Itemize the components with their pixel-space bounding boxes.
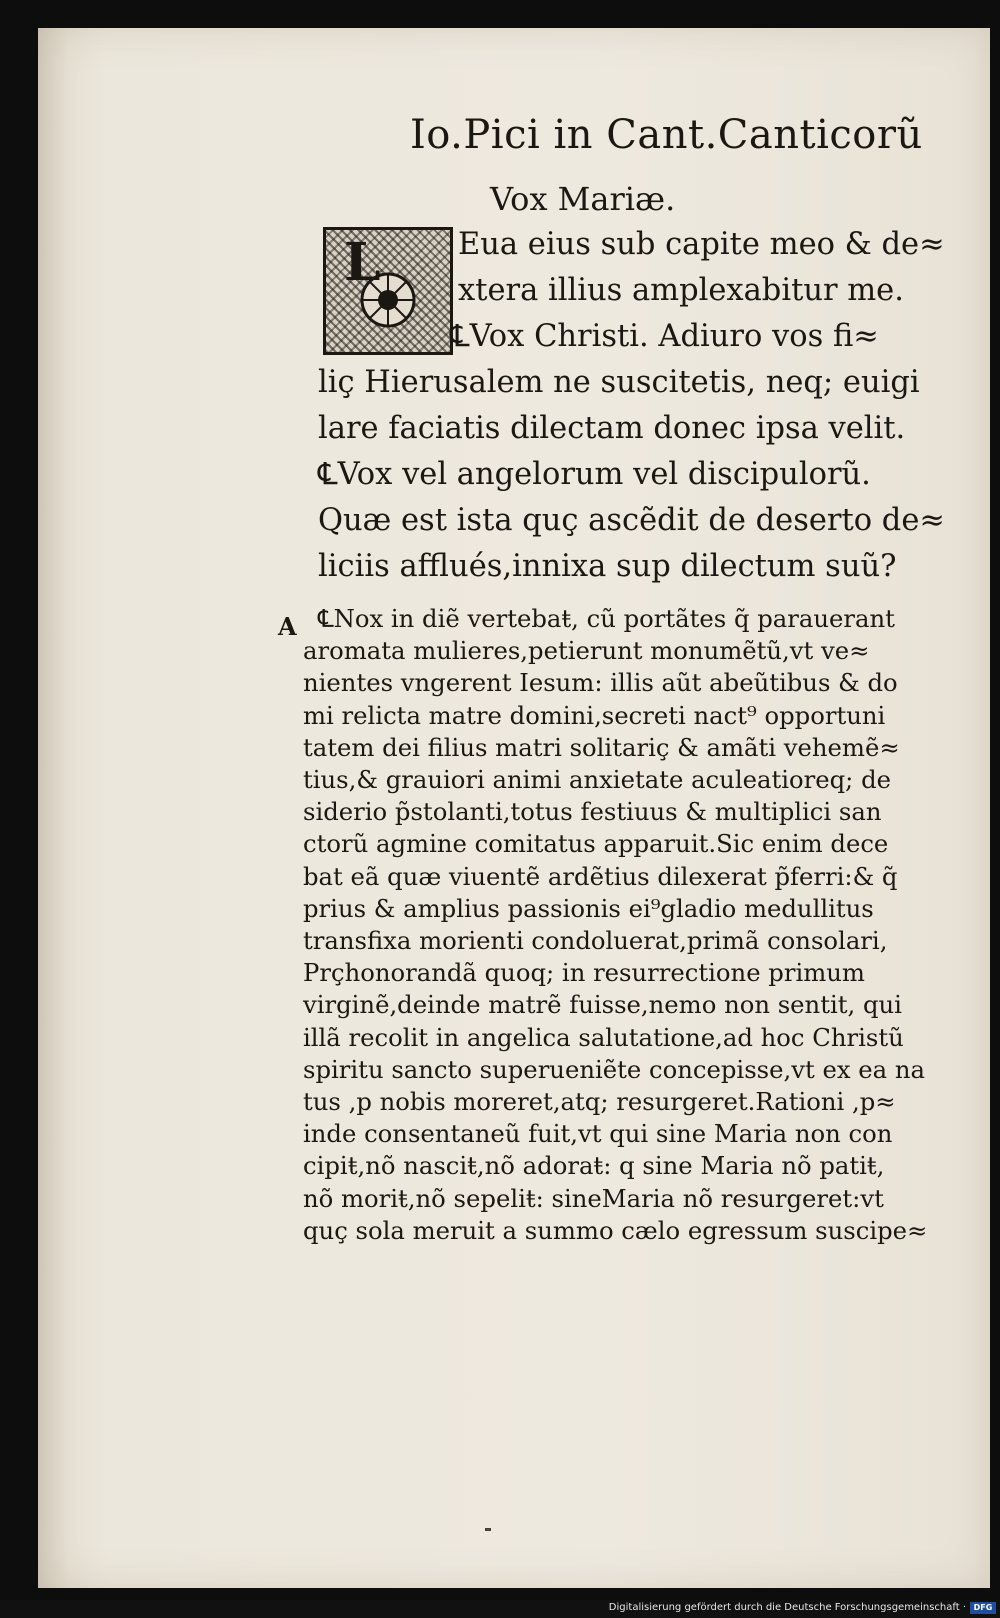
initial-letter: L [344,232,381,293]
decorated-initial [323,227,453,355]
verse-line: lare faciatis dilectam donec ipsa velit. [318,411,906,446]
verse-line: ℄Vox Christi. Adiuro vos fi≈ [450,319,879,354]
verse-line: Quæ est ista quç ascẽdit de deserto de≈ [318,503,945,538]
commentary-line: siderio p̃stolanti,totus festiuus & multiplici san [303,797,882,827]
verse-line: liciis afflués,innixa sup dilectum suũ? [318,549,897,584]
commentary-line: virginẽ,deinde matrẽ fuisse,nemo non sentit, qui [303,990,902,1020]
speaker-heading: Vox Mariæ. [490,180,676,218]
verse-line: xtera illius amplexabitur me. [458,273,904,308]
dfg-logo: DFG [970,1602,996,1614]
commentary-line: inde consentaneũ fuit,vt qui sine Maria non con [303,1119,893,1149]
commentary-line: bat eã quæ viuentẽ ardẽtius dilexerat p̃ferri:& q̃ [303,861,898,891]
commentary-line: Prçhonorandã quoq; in resurrectione primum [303,958,865,988]
commentary-line: mi relicta matre domini,secreti nact⁹ opportuni [303,700,886,730]
commentary-line: cipiŧ,nõ nasciŧ,nõ adoraŧ: q sine Maria nõ patiŧ, [303,1151,885,1181]
commentary-line: nõ moriŧ,nõ sepeliŧ: sineMaria nõ resurgeret:vt [303,1183,884,1213]
commentary-line: transfixa morienti condoluerat,primã consolari, [303,926,888,955]
flower-ornament-icon [326,230,450,352]
margin-marker: A [278,612,297,641]
commentary-line: ctorũ agmine comitatus apparuit.Sic enim dece [303,829,889,859]
verse-line: ℄Vox vel angelorum vel discipulorũ. [318,457,871,492]
commentary-line: tatem dei filius matri solitariç & amãti vehemẽ≈ [303,732,900,762]
commentary-line: prius & amplius passionis ei⁹gladio medullitus [303,893,874,923]
commentary-line: quç sola meruit a summo cælo egressum suscipe≈ [303,1215,928,1245]
commentary-line: aromata mulieres,petierunt monumẽtũ,vt ve≈ [303,636,870,666]
commentary-line: spiritu sancto superueniẽte concepisse,vt ex ea na [303,1054,925,1084]
commentary-line: illã recolit in angelica salutatione,ad hoc Christũ [303,1022,904,1052]
commentary-line: nientes vngerent Iesum: illis aũt abeũtibus & do [303,668,898,698]
running-head: Io.Pici in Cant.Canticorũ [410,112,923,158]
commentary-line: tus ,p nobis moreret,atq; resurgeret.Rationi ,p≈ [303,1087,896,1116]
verse-line: liç Hierusalem ne suscitetis, neq; euigi [318,365,920,400]
verse-line: Eua eius sub capite meo & de≈ [458,227,945,262]
commentary-line: ℄Nox in diẽ vertebaŧ, cũ portãtes q̃ parauerant [318,604,895,633]
page-mark [485,1528,491,1531]
commentary-line: tius,& grauiori animi anxietate aculeatioreq; de [303,765,892,794]
digitization-credit: Digitalisierung gefördert durch die Deutsche Forschungsgemeinschaft · [608,1602,966,1613]
